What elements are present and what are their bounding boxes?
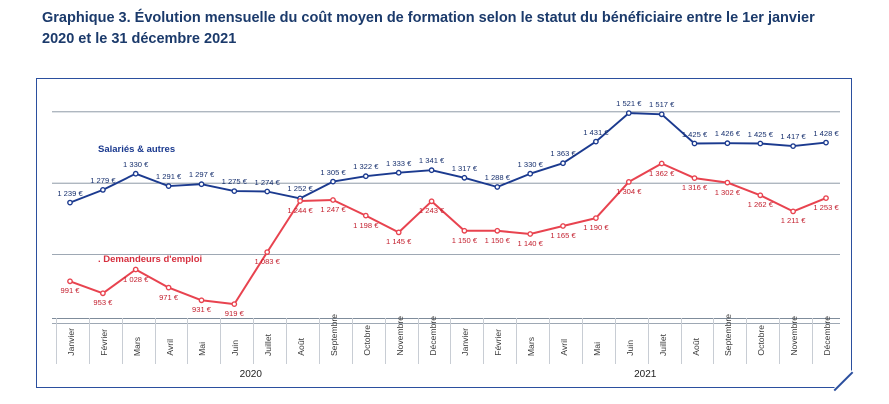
axis-rule bbox=[52, 318, 840, 319]
tick-separator bbox=[319, 318, 320, 364]
point-label: 1 140 € bbox=[517, 239, 543, 248]
series-line-salaries bbox=[70, 113, 826, 203]
month-tick: Mars bbox=[131, 336, 142, 356]
data-point bbox=[495, 229, 499, 233]
tick-separator bbox=[615, 318, 616, 364]
month-tick: Septembre bbox=[328, 313, 339, 356]
data-point bbox=[134, 172, 138, 176]
point-label: 1 252 € bbox=[287, 184, 313, 194]
month-tick: Janvier bbox=[66, 328, 76, 356]
point-label: 1 190 € bbox=[583, 223, 609, 233]
data-point bbox=[725, 180, 729, 184]
tick-separator bbox=[56, 318, 57, 364]
data-point bbox=[232, 189, 236, 193]
data-point bbox=[331, 198, 335, 202]
data-point bbox=[101, 188, 105, 192]
year-label: 2021 bbox=[634, 369, 657, 380]
data-point bbox=[495, 185, 499, 189]
month-tick: Novembre bbox=[394, 316, 405, 356]
point-label: 1 262 € bbox=[747, 200, 773, 210]
point-label: 1 239 € bbox=[57, 188, 83, 198]
month-tick: Mai bbox=[197, 342, 208, 356]
data-point bbox=[594, 216, 598, 220]
point-label: 1 253 € bbox=[813, 203, 839, 213]
tick-separator bbox=[483, 318, 484, 364]
month-tick: Décembre bbox=[822, 316, 832, 356]
month-tick: Octobre bbox=[361, 325, 372, 356]
data-point bbox=[199, 182, 203, 186]
month-tick: Août bbox=[690, 338, 701, 356]
point-label: 1 305 € bbox=[320, 167, 346, 177]
point-label: 1 291 € bbox=[155, 172, 182, 182]
month-tick: Mars bbox=[526, 336, 537, 356]
point-label: 1 333 € bbox=[386, 158, 412, 168]
point-label: 1 165 € bbox=[550, 231, 576, 240]
point-label: 931 € bbox=[191, 305, 212, 315]
point-label: 1 362 € bbox=[649, 168, 675, 178]
chart-svg bbox=[52, 88, 840, 326]
data-point bbox=[824, 196, 828, 200]
month-tick: Février bbox=[493, 329, 504, 356]
data-point bbox=[134, 267, 138, 271]
point-label: 1 330 € bbox=[517, 159, 543, 169]
data-point bbox=[397, 230, 401, 234]
point-label: 1 275 € bbox=[221, 177, 247, 187]
tick-separator bbox=[713, 318, 714, 364]
data-point bbox=[364, 213, 368, 217]
data-point bbox=[68, 279, 72, 283]
month-tick: Mai bbox=[591, 342, 602, 356]
point-label: 1 428 € bbox=[813, 128, 839, 138]
data-point bbox=[594, 139, 598, 143]
point-label: 1 274 € bbox=[254, 177, 280, 187]
month-tick: Janvier bbox=[460, 328, 471, 356]
data-point bbox=[199, 298, 203, 302]
data-point bbox=[397, 171, 401, 175]
data-point bbox=[265, 189, 269, 193]
point-label: 1 150 € bbox=[451, 235, 478, 245]
data-point bbox=[561, 161, 565, 165]
point-label: 971 € bbox=[159, 292, 179, 302]
series-label-demandeurs: . Demandeurs d'emploi bbox=[98, 254, 203, 265]
tick-separator bbox=[450, 318, 451, 364]
series-label-salaries: Salariés & autres bbox=[98, 144, 176, 155]
plot-area bbox=[52, 88, 840, 326]
month-tick: Février bbox=[98, 329, 109, 356]
tick-separator bbox=[516, 318, 517, 364]
point-label: 1 341 € bbox=[418, 156, 445, 166]
point-label: 1 198 € bbox=[353, 220, 379, 230]
year-label: 2020 bbox=[239, 369, 262, 380]
month-tick: Juin bbox=[624, 340, 635, 356]
point-label: 1 145 € bbox=[386, 237, 412, 247]
month-tick: Septembre bbox=[723, 313, 734, 356]
tick-separator bbox=[746, 318, 747, 364]
data-point bbox=[561, 224, 565, 228]
point-label: 1 247 € bbox=[320, 205, 346, 214]
tick-separator bbox=[253, 318, 254, 364]
data-point bbox=[166, 184, 170, 188]
data-point bbox=[692, 176, 696, 180]
point-label: 1 363 € bbox=[550, 149, 576, 159]
data-point bbox=[627, 180, 631, 184]
point-label: 1 317 € bbox=[451, 163, 478, 173]
point-label: 1 322 € bbox=[353, 162, 379, 172]
tick-separator bbox=[220, 318, 221, 364]
tick-separator bbox=[155, 318, 156, 364]
tick-separator bbox=[286, 318, 287, 364]
tick-separator bbox=[582, 318, 583, 364]
data-point bbox=[758, 141, 762, 145]
data-point bbox=[824, 140, 828, 144]
point-label: 1 211 € bbox=[780, 216, 806, 226]
point-label: 991 € bbox=[60, 286, 80, 296]
data-point bbox=[627, 111, 631, 115]
data-point bbox=[331, 179, 335, 183]
point-label: 1 330 € bbox=[123, 159, 149, 169]
data-point bbox=[429, 199, 433, 203]
data-point bbox=[462, 176, 466, 180]
point-label: 1 279 € bbox=[90, 175, 116, 185]
month-tick: Juillet bbox=[657, 334, 668, 356]
tick-separator bbox=[89, 318, 90, 364]
data-point bbox=[68, 200, 72, 204]
month-tick: Avril bbox=[559, 339, 570, 356]
point-label: 1 425 € bbox=[681, 129, 708, 139]
data-point bbox=[101, 291, 105, 295]
data-point bbox=[232, 302, 236, 306]
point-label: 1 297 € bbox=[188, 170, 215, 180]
point-label: 1 517 € bbox=[649, 100, 675, 110]
point-label: 1 417 € bbox=[780, 132, 806, 142]
point-label: 919 € bbox=[224, 309, 244, 319]
point-label: 1 302 € bbox=[714, 187, 741, 197]
data-point bbox=[791, 209, 795, 213]
month-tick: Décembre bbox=[427, 316, 438, 356]
data-point bbox=[265, 250, 269, 254]
point-label: 1 426 € bbox=[714, 129, 741, 139]
data-point bbox=[528, 232, 532, 236]
point-label: 1 150 € bbox=[484, 235, 510, 245]
point-label: 953 € bbox=[93, 298, 113, 308]
tick-separator bbox=[187, 318, 188, 364]
point-label: 1 304 € bbox=[616, 186, 642, 196]
tick-separator bbox=[418, 318, 419, 364]
month-tick: Juin bbox=[230, 340, 241, 356]
tick-separator bbox=[352, 318, 353, 364]
month-tick: Août bbox=[296, 338, 307, 356]
data-point bbox=[429, 168, 433, 172]
tick-separator bbox=[648, 318, 649, 364]
page-title: Graphique 3. Évolution mensuelle du coût moyen de formation selon le statut du bénéficiaire entre le 1er janvier 2020 et le 31 décembre 2021 bbox=[42, 10, 815, 48]
tick-separator bbox=[812, 318, 813, 364]
data-point bbox=[660, 112, 664, 116]
data-point bbox=[462, 229, 466, 233]
data-point bbox=[166, 285, 170, 289]
tick-separator bbox=[779, 318, 780, 364]
point-label: 1 431 € bbox=[583, 127, 609, 137]
data-point bbox=[791, 144, 795, 148]
tick-separator bbox=[122, 318, 123, 364]
tick-separator bbox=[385, 318, 386, 364]
month-tick: Octobre bbox=[756, 325, 767, 356]
point-label: 1 288 € bbox=[484, 173, 510, 182]
month-tick: Novembre bbox=[789, 316, 800, 356]
point-label: 1 244 € bbox=[287, 206, 313, 215]
data-point bbox=[725, 141, 729, 145]
point-label: 1 425 € bbox=[747, 129, 773, 139]
month-tick: Juillet bbox=[263, 334, 274, 356]
point-label: 1 316 € bbox=[681, 183, 708, 193]
data-point bbox=[692, 141, 696, 145]
data-point bbox=[298, 199, 302, 203]
data-point bbox=[364, 174, 368, 178]
point-label: 1 083 € bbox=[254, 257, 280, 267]
point-label: 1 243 € bbox=[418, 206, 445, 216]
data-point bbox=[660, 161, 664, 165]
data-point bbox=[758, 193, 762, 197]
point-label: 1 028 € bbox=[123, 274, 149, 284]
tick-separator bbox=[549, 318, 550, 364]
tick-separator bbox=[681, 318, 682, 364]
month-tick: Avril bbox=[164, 339, 175, 356]
point-label: 1 521 € bbox=[616, 99, 642, 109]
data-point bbox=[528, 172, 532, 176]
